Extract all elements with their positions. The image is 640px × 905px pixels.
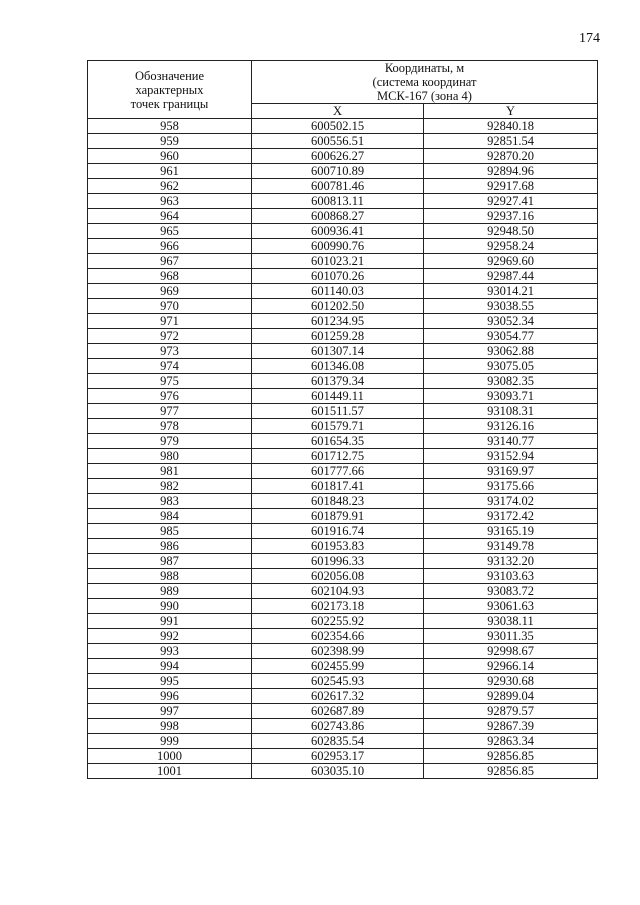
point-id-cell: 961	[88, 164, 252, 179]
y-coordinate-cell: 93054.77	[424, 329, 598, 344]
point-id-cell: 971	[88, 314, 252, 329]
table-row	[88, 689, 598, 704]
point-id-cell: 978	[88, 419, 252, 434]
point-id-cell: 983	[88, 494, 252, 509]
x-coordinate-cell: 602617.32	[252, 689, 424, 704]
y-coordinate-cell: 93093.71	[424, 389, 598, 404]
table-row	[88, 314, 598, 329]
table-row	[88, 539, 598, 554]
point-id-cell: 965	[88, 224, 252, 239]
point-id-cell: 998	[88, 719, 252, 734]
x-coordinate-cell: 601879.91	[252, 509, 424, 524]
x-coordinate-cell: 601511.57	[252, 404, 424, 419]
designation-header	[88, 61, 252, 119]
table-row	[88, 479, 598, 494]
table-row	[88, 419, 598, 434]
y-coordinate-cell: 92958.24	[424, 239, 598, 254]
coordinates-table	[87, 60, 598, 779]
y-coordinate-cell: 92969.60	[424, 254, 598, 269]
y-coordinate-cell: 92870.20	[424, 149, 598, 164]
table-row	[88, 749, 598, 764]
table-row	[88, 629, 598, 644]
point-id-cell: 985	[88, 524, 252, 539]
point-id-cell: 989	[88, 584, 252, 599]
y-coordinate-cell: 93082.35	[424, 374, 598, 389]
table-row	[88, 194, 598, 209]
y-coordinate-cell: 92863.34	[424, 734, 598, 749]
x-coordinate-cell: 602687.89	[252, 704, 424, 719]
y-coordinate-cell: 93083.72	[424, 584, 598, 599]
point-id-cell: 999	[88, 734, 252, 749]
table-row	[88, 644, 598, 659]
y-coordinate-cell: 93126.16	[424, 419, 598, 434]
table-row	[88, 209, 598, 224]
y-coordinate-cell: 92894.96	[424, 164, 598, 179]
page-number: 174	[579, 31, 600, 46]
x-coordinate-cell: 601712.75	[252, 449, 424, 464]
table-row	[88, 734, 598, 749]
table-row	[88, 344, 598, 359]
y-coordinate-cell: 92851.54	[424, 134, 598, 149]
designation-header-line: Обозначение	[134, 68, 205, 83]
x-coordinate-cell: 601140.03	[252, 284, 424, 299]
x-coordinate-cell: 601449.11	[252, 389, 424, 404]
x-coordinate-cell: 600868.27	[252, 209, 424, 224]
table-row	[88, 494, 598, 509]
designation-header-line: характерных	[135, 82, 204, 97]
point-id-cell: 972	[88, 329, 252, 344]
table-row	[88, 179, 598, 194]
table-row	[88, 134, 598, 149]
point-id-cell: 968	[88, 269, 252, 284]
point-id-cell: 982	[88, 479, 252, 494]
table-row	[88, 359, 598, 374]
x-coordinate-cell: 602173.18	[252, 599, 424, 614]
table-row	[88, 164, 598, 179]
y-coordinate-cell: 92856.85	[424, 764, 598, 779]
x-coordinate-cell: 600556.51	[252, 134, 424, 149]
point-id-cell: 996	[88, 689, 252, 704]
y-coordinate-cell: 92930.68	[424, 674, 598, 689]
table-row	[88, 509, 598, 524]
x-coordinate-cell: 601070.26	[252, 269, 424, 284]
table-row	[88, 149, 598, 164]
x-coordinate-cell: 600626.27	[252, 149, 424, 164]
point-id-cell: 974	[88, 359, 252, 374]
table-row	[88, 269, 598, 284]
y-coordinate-cell: 93038.11	[424, 614, 598, 629]
table-row	[88, 119, 598, 134]
point-id-cell: 969	[88, 284, 252, 299]
y-coordinate-cell: 93075.05	[424, 359, 598, 374]
x-coordinate-cell: 601307.14	[252, 344, 424, 359]
x-coordinate-cell: 600936.41	[252, 224, 424, 239]
x-coordinate-cell: 600710.89	[252, 164, 424, 179]
table-row	[88, 584, 598, 599]
point-id-cell: 984	[88, 509, 252, 524]
point-id-cell: 1001	[88, 764, 252, 779]
table-row	[88, 674, 598, 689]
table-row	[88, 299, 598, 314]
point-id-cell: 990	[88, 599, 252, 614]
point-id-cell: 987	[88, 554, 252, 569]
table-row	[88, 599, 598, 614]
point-id-cell: 977	[88, 404, 252, 419]
point-id-cell: 967	[88, 254, 252, 269]
y-coordinate-cell: 93108.31	[424, 404, 598, 419]
y-coordinate-cell: 93014.21	[424, 284, 598, 299]
table-row	[88, 569, 598, 584]
point-id-cell: 959	[88, 134, 252, 149]
y-coordinate-cell: 92937.16	[424, 209, 598, 224]
point-id-cell: 991	[88, 614, 252, 629]
point-id-cell: 997	[88, 704, 252, 719]
table-row	[88, 404, 598, 419]
x-coordinate-cell: 602743.86	[252, 719, 424, 734]
y-coordinate-cell: 93052.34	[424, 314, 598, 329]
x-coordinate-cell: 601202.50	[252, 299, 424, 314]
x-coordinate-cell: 600781.46	[252, 179, 424, 194]
y-coordinate-cell: 93103.63	[424, 569, 598, 584]
y-coordinate-cell: 92856.85	[424, 749, 598, 764]
table-row	[88, 284, 598, 299]
x-coordinate-cell: 601579.71	[252, 419, 424, 434]
x-coordinate-cell: 602354.66	[252, 629, 424, 644]
y-coordinate-cell: 92987.44	[424, 269, 598, 284]
y-coordinate-cell: 93152.94	[424, 449, 598, 464]
y-coordinate-cell: 92998.67	[424, 644, 598, 659]
table-row	[88, 614, 598, 629]
point-id-cell: 988	[88, 569, 252, 584]
table-row	[88, 659, 598, 674]
point-id-cell: 975	[88, 374, 252, 389]
table-row	[88, 554, 598, 569]
table-row	[88, 464, 598, 479]
y-column-header: Y	[424, 104, 598, 119]
table-row	[88, 239, 598, 254]
x-coordinate-cell: 602398.99	[252, 644, 424, 659]
point-id-cell: 970	[88, 299, 252, 314]
x-coordinate-cell: 602455.99	[252, 659, 424, 674]
point-id-cell: 986	[88, 539, 252, 554]
designation-header-line: точек границы	[130, 96, 209, 111]
y-coordinate-cell: 92879.57	[424, 704, 598, 719]
y-coordinate-cell: 93169.97	[424, 464, 598, 479]
coordinates-header	[252, 61, 598, 104]
y-coordinate-cell: 93132.20	[424, 554, 598, 569]
y-coordinate-cell: 92948.50	[424, 224, 598, 239]
table-row	[88, 224, 598, 239]
x-coordinate-cell: 602953.17	[252, 749, 424, 764]
point-id-cell: 966	[88, 239, 252, 254]
point-id-cell: 958	[88, 119, 252, 134]
y-coordinate-cell: 93149.78	[424, 539, 598, 554]
point-id-cell: 962	[88, 179, 252, 194]
point-id-cell: 992	[88, 629, 252, 644]
table-header	[88, 61, 598, 119]
x-coordinate-cell: 601023.21	[252, 254, 424, 269]
x-coordinate-cell: 601848.23	[252, 494, 424, 509]
coordinates-header-line: Координаты, м	[384, 61, 465, 75]
point-id-cell: 981	[88, 464, 252, 479]
x-coordinate-cell: 602835.54	[252, 734, 424, 749]
y-coordinate-cell: 93172.42	[424, 509, 598, 524]
x-coordinate-cell: 601916.74	[252, 524, 424, 539]
x-coordinate-cell: 603035.10	[252, 764, 424, 779]
point-id-cell: 963	[88, 194, 252, 209]
x-coordinate-cell: 602056.08	[252, 569, 424, 584]
x-coordinate-cell: 601777.66	[252, 464, 424, 479]
table-row	[88, 449, 598, 464]
point-id-cell: 964	[88, 209, 252, 224]
y-coordinate-cell: 93140.77	[424, 434, 598, 449]
y-coordinate-cell: 93174.02	[424, 494, 598, 509]
table-row	[88, 704, 598, 719]
y-coordinate-cell: 93061.63	[424, 599, 598, 614]
table-row	[88, 524, 598, 539]
x-coordinate-cell: 602255.92	[252, 614, 424, 629]
table-row	[88, 374, 598, 389]
table-body	[88, 119, 598, 779]
x-coordinate-cell: 600502.15	[252, 119, 424, 134]
point-id-cell: 980	[88, 449, 252, 464]
y-coordinate-cell: 92899.04	[424, 689, 598, 704]
x-coordinate-cell: 600813.11	[252, 194, 424, 209]
y-coordinate-cell: 92927.41	[424, 194, 598, 209]
x-coordinate-cell: 601953.83	[252, 539, 424, 554]
y-coordinate-cell: 92840.18	[424, 119, 598, 134]
y-coordinate-cell: 93165.19	[424, 524, 598, 539]
x-coordinate-cell: 601379.34	[252, 374, 424, 389]
table-row	[88, 329, 598, 344]
y-coordinate-cell: 93062.88	[424, 344, 598, 359]
y-coordinate-cell: 92867.39	[424, 719, 598, 734]
y-coordinate-cell: 93011.35	[424, 629, 598, 644]
y-coordinate-cell: 93175.66	[424, 479, 598, 494]
x-coordinate-cell: 601996.33	[252, 554, 424, 569]
point-id-cell: 973	[88, 344, 252, 359]
x-coordinate-cell: 601259.28	[252, 329, 424, 344]
table-row	[88, 719, 598, 734]
x-coordinate-cell: 601346.08	[252, 359, 424, 374]
y-coordinate-cell: 93038.55	[424, 299, 598, 314]
table-row	[88, 389, 598, 404]
point-id-cell: 979	[88, 434, 252, 449]
table-row	[88, 434, 598, 449]
coordinates-header-line: МСК-167 (зона 4)	[377, 89, 472, 103]
y-coordinate-cell: 92917.68	[424, 179, 598, 194]
point-id-cell: 976	[88, 389, 252, 404]
table-row	[88, 254, 598, 269]
point-id-cell: 960	[88, 149, 252, 164]
x-coordinate-cell: 602545.93	[252, 674, 424, 689]
y-coordinate-cell: 92966.14	[424, 659, 598, 674]
x-column-header: X	[252, 104, 424, 119]
point-id-cell: 993	[88, 644, 252, 659]
x-coordinate-cell: 602104.93	[252, 584, 424, 599]
point-id-cell: 1000	[88, 749, 252, 764]
table-row	[88, 764, 598, 779]
x-coordinate-cell: 601817.41	[252, 479, 424, 494]
point-id-cell: 995	[88, 674, 252, 689]
x-coordinate-cell: 600990.76	[252, 239, 424, 254]
coordinates-header-line: (система координат	[372, 75, 477, 89]
x-coordinate-cell: 601654.35	[252, 434, 424, 449]
point-id-cell: 994	[88, 659, 252, 674]
x-coordinate-cell: 601234.95	[252, 314, 424, 329]
